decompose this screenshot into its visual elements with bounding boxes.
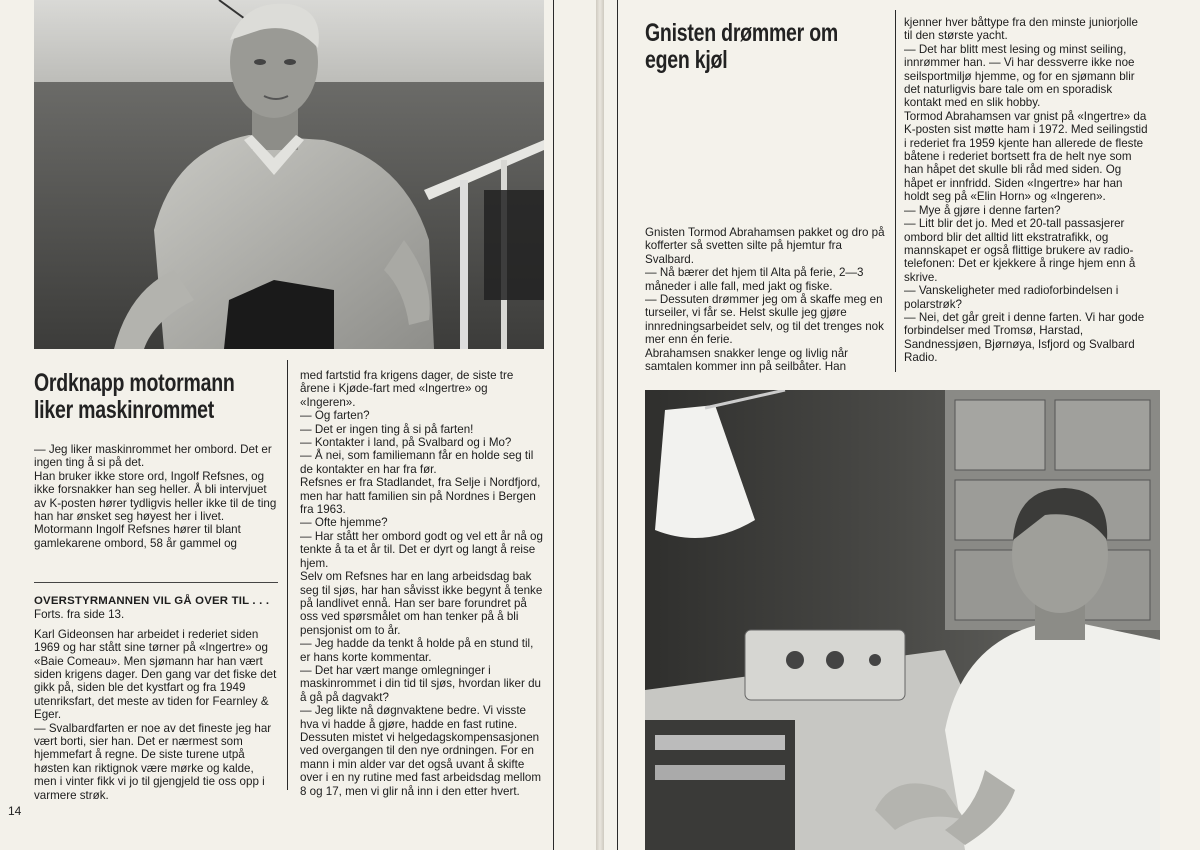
middle-paragraph: — Og farten? [300,409,370,423]
photo-radio-operator-image [645,390,1160,850]
continuation-paragraph: — Svalbardfarten er noe av det fineste jeg har vært borti, sier han. Det er nærmest som hjemmefart å regne. De siste turene utpå høsten kan riktignok være mørke og kalde, men i vinter fikk vi jo til gjengjeld tie oss opp i varmere strøk. [34,721,272,802]
right-paragraph: — Dessuten drømmer jeg om å skaffe meg en turseiler, vi får se. Helst skulle jeg gjøre innredningsarbeidet selv, og til det trenges nok mer enn én ferie. [645,293,884,347]
left-headline-line-2: liker maskinrommet [34,396,215,424]
middle-paragraph: — Å nei, som familiemann får en holde seg til de kontakter en har fra før. [300,449,534,476]
left-headline [34,370,268,424]
photo-motorman [34,0,544,349]
continuation-from: Forts. fra side 13. [34,608,125,622]
right-paragraph: — Nå bærer det hjem til Alta på ferie, 2—3 måneder i alle fall, med jakt og fiske. [645,266,864,293]
middle-paragraph: — Det har vært mange omlegninger i maskinrommet i din tid til sjøs, hvordan liker du å gå på dagvakt? [300,663,541,704]
right-paragraph: Gnisten Tormod Abrahamsen pakket og dro på kofferter så svetten silte på hjemtur fra Svalbard. [645,226,885,266]
middle-paragraph: — Jeg hadde da tenkt å holde på en stund til, er hans korte kommentar. [300,637,534,664]
intro-paragraph: — Jeg liker maskinrommet her ombord. Det er ingen ting å si på det. [34,443,272,470]
photo-motorman-image [34,0,544,349]
middle-paragraph: Refsnes er fra Stadlandet, fra Selje i Nordfjord, men har hatt familien sin på Nordnes i Bergen fra 1963. [300,476,541,517]
continuation-paragraph: Karl Gideonsen har arbeidet i rederiet siden 1969 og har stått sine tørner på «Ingertre» og «Baie Comeau». Men sjømann har han vært siden krigens dager. Den gang var det fiske det gikk på, siden ble det kystfart og fra 1949 utenriksfart, det meste av tiden for Fearnley & Eger. [34,627,277,722]
middle-paragraph: — Har stått her ombord godt og vel ett år nå og tenkte å ta et år til. Det er dyrt og langt å reise hjem. [300,529,543,570]
page-gutter [596,0,604,850]
right-headline-line-1: Gnisten drømmer om [645,19,838,47]
right-headline-line-2: egen kjøl [645,46,728,74]
right-paragraph: Tormod Abrahamsen var gnist på «Ingertre» da K-posten sist møtte ham i 1972. Med seilingstid i rederiet fra 1959 kjente han allerede de fleste båtene i rederiet bortsett fra de helt nye som han håpet det skulle bli råd med siden. Og håpet er innfridd. Siden «Ingertre» har han holdt seg på «Elin Horn» og «Ingeren». [904,109,1148,204]
right-page [604,0,1200,850]
page-edge-rule [617,0,618,850]
left-headline-line-1: Ordknapp motormann [34,369,235,397]
right-column-1 [645,226,890,373]
middle-paragraph: — Det er ingen ting å si på farten! [300,422,474,436]
photo-radio-operator [645,390,1160,850]
right-headline [645,20,879,74]
intro-paragraph: Motormann Ingolf Refsnes hører til blant gamlekarene ombord, 58 år gammel og [34,523,241,550]
right-paragraph: — Nei, det går greit i denne farten. Vi har gode forbindelser med Tromsø, Harstad, Sandnessjøen, Bjørnøya, Isfjord og Svalbard Radio. [904,310,1145,365]
right-paragraph: Abrahamsen snakker lenge og livlig når samtalen kommer inn på seilbåter. Han [645,346,849,374]
left-middle-column [300,369,545,798]
right-paragraph: — Mye å gjøre i denne farten? [904,203,1061,217]
right-column-2 [904,16,1149,365]
middle-paragraph: Selv om Refsnes har en lang arbeidsdag bak seg til sjøs, har han såvisst ikke begynt å tenke på landlivet ennå. Han ser bare forundret på oss ved spørsmålet om han tenker på å bli pensjonist om to år. [300,570,543,637]
page-number: 14 [8,804,22,818]
right-paragraph: kjenner hver båttype fra den minste juniorjolle til den største yacht. [904,16,1138,43]
middle-paragraph: — Jeg likte nå døgnvaktene bedre. Vi visste hva vi hadde å gjøre, hadde en fast rutine. Dessuten mistet vi helgedagskompensasjonen ved overgangen til den nye ordningen. For en mann i min alder var det også uvant å skifte over i en ny rutine med fast arbeidsdag mellom 8 og 17, men vi glir nå inn i den etter hvert. [300,704,542,798]
middle-paragraph: med fartstid fra krigens dager, de siste tre årene i Kjøde-fart med «Ingertre» og «Ingeren». [300,369,514,409]
middle-paragraph: — Kontakter i land, på Svalbard og i Mo? [300,436,512,450]
column-rule [287,360,288,790]
right-paragraph: — Litt blir det jo. Med et 20-tall passasjerer ombord blir det alltid litt ekstratrafikk, og mannskapet er også flittige brukere av radio-telefonen: Det er kjekkere å ringe hjem enn å skrive. [904,217,1136,284]
intro-paragraph: Han bruker ikke store ord, Ingolf Refsnes, og ikke forsnakker han seg heller. Å bli intervjuet av K-posten hører tydligvis heller ikke til de ting han har ønsket seg høyest her i livet. [34,469,277,524]
continuation-heading: OVERSTYRMANNEN VIL GÅ OVER TIL . . . [34,595,270,607]
page-edge-rule [553,0,554,850]
right-paragraph: — Vanskeligheter med radioforbindelsen i polarstrøk? [904,284,1119,311]
continuation-column [34,595,279,802]
left-page [0,0,596,850]
right-paragraph: — Det har blitt mest lesing og minst seiling, innrømmer han. — Vi har dessverre ikke noe seilsportmiljø hjemme, og for en sjømann blir det naturligvis bare tale om en sporadisk kontakt med en slik hobby. [904,42,1135,110]
left-intro-column [34,443,279,550]
column-rule [895,10,896,372]
middle-paragraph: — Ofte hjemme? [300,516,388,530]
section-divider [34,582,278,583]
